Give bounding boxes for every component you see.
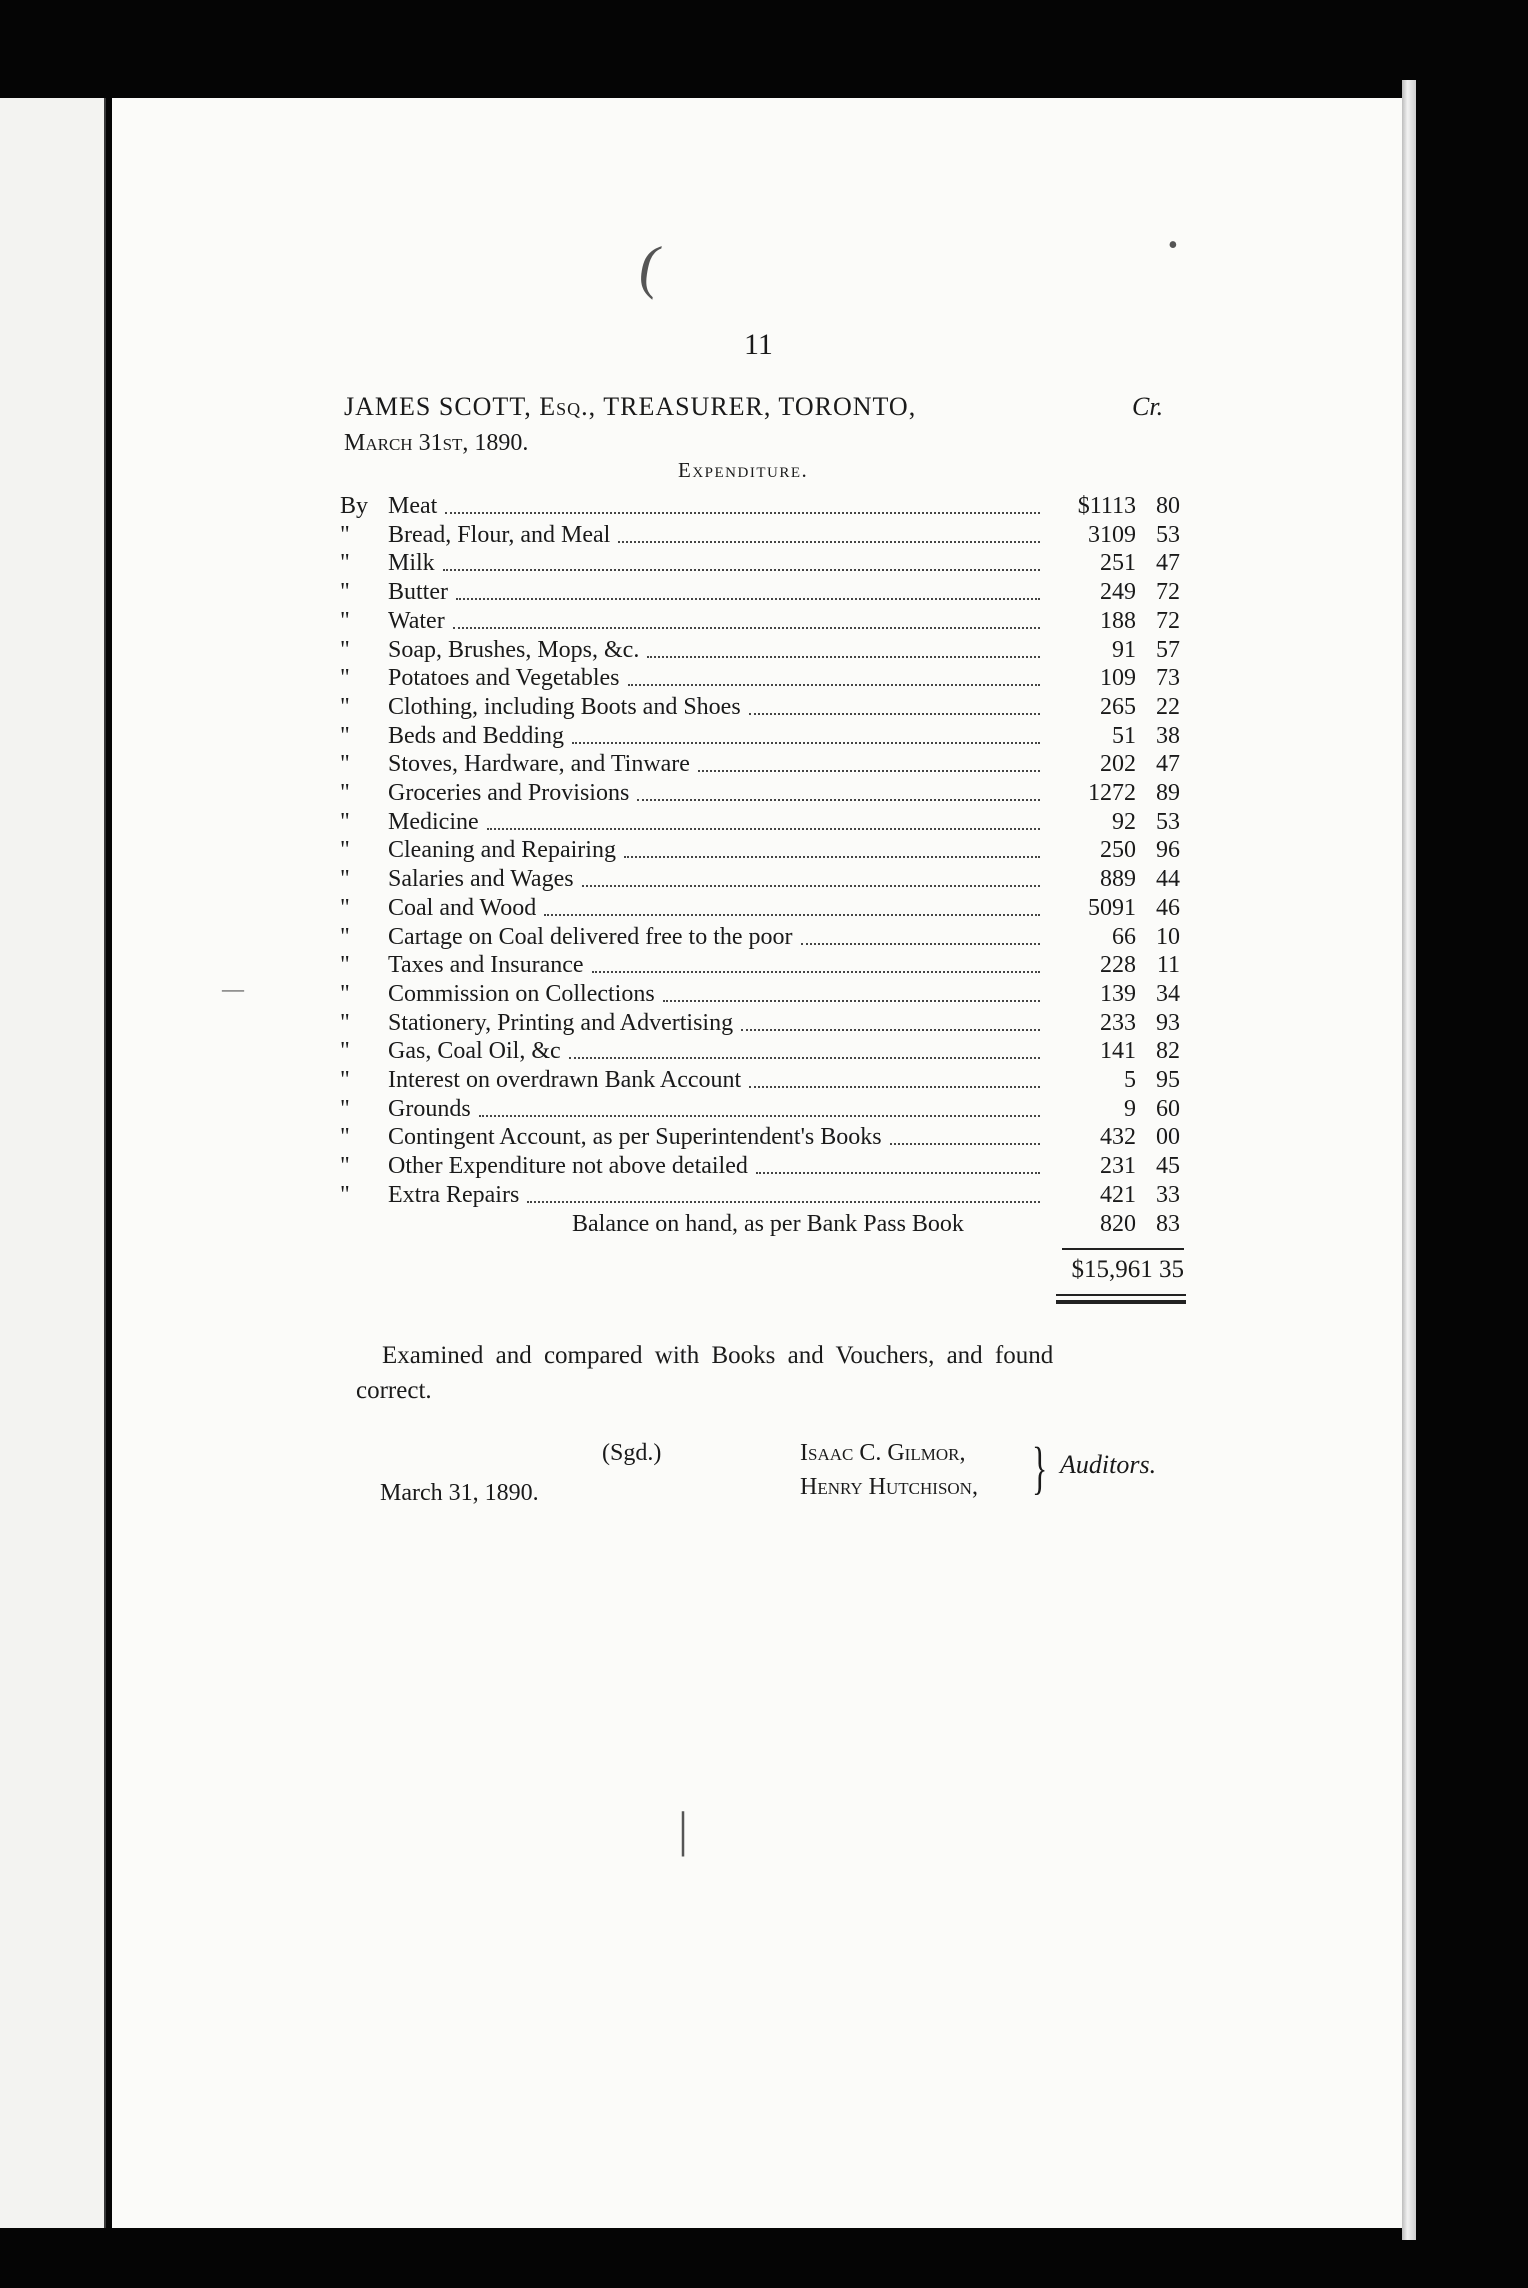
row-dollars: 265 bbox=[1100, 693, 1136, 720]
row-item: Gas, Coal Oil, &c bbox=[388, 1038, 561, 1065]
treasurer-name: JAMES SCOTT, bbox=[344, 392, 532, 421]
certification-line-2: correct. bbox=[356, 1377, 432, 1404]
row-cents: 00 bbox=[1156, 1124, 1180, 1151]
row-prefix: " bbox=[340, 521, 350, 548]
row-prefix: " bbox=[340, 550, 350, 577]
treasurer-esq: Esq., bbox=[539, 392, 597, 421]
row-dollars: 92 bbox=[1112, 808, 1136, 835]
row-item: Salaries and Wages bbox=[388, 866, 574, 893]
row-cents: 45 bbox=[1156, 1153, 1180, 1180]
treasurer-heading bbox=[344, 392, 916, 422]
auditors-label: Auditors. bbox=[1060, 1450, 1157, 1479]
auditor-name-2: Henry Hutchison, bbox=[800, 1474, 978, 1500]
credit-label: Cr. bbox=[1132, 392, 1164, 421]
row-item: Commission on Collections bbox=[388, 980, 655, 1007]
auditor-brace: } bbox=[1032, 1435, 1048, 1500]
total-rule-top bbox=[1062, 1248, 1184, 1250]
row-prefix: " bbox=[340, 1124, 350, 1151]
row-dollars: 228 bbox=[1100, 952, 1136, 979]
row-item: Clothing, including Boots and Shoes bbox=[388, 693, 741, 720]
section-title: Expenditure. bbox=[678, 458, 809, 482]
row-cents: 57 bbox=[1156, 636, 1180, 663]
row-dollars: 3109 bbox=[1088, 521, 1136, 548]
row-dollars: 1272 bbox=[1088, 780, 1136, 806]
row-cents: 73 bbox=[1156, 665, 1180, 692]
row-dollars: 66 bbox=[1112, 923, 1136, 950]
row-dollars: 432 bbox=[1100, 1124, 1136, 1151]
row-cents: 22 bbox=[1156, 693, 1180, 720]
row-prefix: " bbox=[340, 780, 350, 806]
audit-date: March 31, 1890. bbox=[380, 1480, 539, 1506]
statement-date: March 31st, 1890. bbox=[344, 430, 529, 456]
ledger-total: $15,961 35 bbox=[1071, 1256, 1184, 1283]
row-prefix: " bbox=[340, 693, 350, 720]
row-cents: 53 bbox=[1156, 521, 1180, 548]
auditor-name-1: Isaac C. Gilmor, bbox=[800, 1440, 966, 1466]
row-cents: 95 bbox=[1156, 1067, 1180, 1093]
row-item: Coal and Wood bbox=[388, 894, 537, 921]
row-prefix: " bbox=[340, 923, 350, 950]
row-dollars: 188 bbox=[1100, 607, 1136, 634]
balance-label: Balance on hand, as per Bank Pass Book bbox=[572, 1210, 964, 1237]
row-dollars: 9 bbox=[1124, 1095, 1136, 1122]
row-cents: 82 bbox=[1156, 1038, 1180, 1065]
row-cents: 44 bbox=[1156, 866, 1180, 893]
ink-speck: • bbox=[1168, 230, 1178, 261]
row-dollars: 109 bbox=[1100, 665, 1136, 692]
row-cents: 72 bbox=[1156, 579, 1180, 606]
row-cents: 80 bbox=[1156, 493, 1180, 519]
row-item: Water bbox=[388, 607, 445, 634]
row-dollars: 231 bbox=[1100, 1153, 1136, 1180]
row-prefix: " bbox=[340, 665, 350, 692]
row-prefix: " bbox=[340, 1095, 350, 1122]
row-prefix: " bbox=[340, 894, 350, 921]
row-prefix: " bbox=[340, 579, 350, 606]
row-item: Taxes and Insurance bbox=[388, 952, 584, 979]
page-edge-shadow bbox=[1402, 80, 1416, 2240]
row-dollars: 233 bbox=[1100, 1009, 1136, 1036]
row-prefix: " bbox=[340, 1181, 350, 1208]
row-item: Soap, Brushes, Mops, &c. bbox=[388, 636, 640, 663]
row-prefix: " bbox=[340, 1153, 350, 1180]
balance-cents: 83 bbox=[1156, 1210, 1180, 1237]
row-cents: 33 bbox=[1156, 1181, 1180, 1208]
row-item: Potatoes and Vegetables bbox=[388, 665, 620, 692]
row-item: Groceries and Provisions bbox=[388, 780, 630, 806]
row-prefix: " bbox=[340, 722, 350, 749]
row-item: Beds and Bedding bbox=[388, 722, 564, 749]
row-cents: 96 bbox=[1156, 837, 1180, 864]
row-prefix: " bbox=[340, 837, 350, 864]
row-cents: 47 bbox=[1156, 751, 1180, 778]
margin-tick-mark: — bbox=[222, 976, 244, 1001]
row-cents: 93 bbox=[1156, 1009, 1180, 1036]
row-dollars: 251 bbox=[1100, 550, 1136, 577]
row-cents: 89 bbox=[1156, 780, 1180, 806]
row-dollars: 249 bbox=[1100, 579, 1136, 606]
row-item: Stationery, Printing and Advertising bbox=[388, 1009, 734, 1036]
row-cents: 53 bbox=[1156, 808, 1180, 835]
row-item: Cartage on Coal delivered free to the poor bbox=[388, 923, 793, 950]
row-prefix: " bbox=[340, 607, 350, 634]
row-cents: 34 bbox=[1156, 980, 1180, 1007]
row-prefix: " bbox=[340, 866, 350, 893]
row-item: Other Expenditure not above detailed bbox=[388, 1153, 748, 1180]
row-cents: 38 bbox=[1156, 722, 1180, 749]
row-cents: 72 bbox=[1156, 607, 1180, 634]
signed-note: (Sgd.) bbox=[602, 1440, 662, 1466]
row-item: Meat bbox=[388, 493, 438, 519]
row-item: Extra Repairs bbox=[388, 1181, 520, 1208]
pencil-stroke: | bbox=[678, 1801, 689, 1857]
row-item: Interest on overdrawn Bank Account bbox=[388, 1067, 742, 1093]
row-cents: 11 bbox=[1156, 952, 1180, 979]
row-dollars: 51 bbox=[1112, 722, 1136, 749]
row-prefix: " bbox=[340, 1067, 350, 1093]
row-item: Milk bbox=[388, 550, 435, 577]
row-item: Cleaning and Repairing bbox=[388, 837, 616, 864]
total-rule-bottom-1 bbox=[1056, 1294, 1186, 1296]
total-rule-bottom-2 bbox=[1056, 1300, 1186, 1304]
pencil-mark: ( bbox=[634, 231, 666, 301]
row-dollars: $1113 bbox=[1077, 493, 1136, 519]
row-prefix: " bbox=[340, 636, 350, 663]
row-item: Medicine bbox=[388, 808, 479, 835]
page-number: 11 bbox=[744, 328, 773, 361]
row-item: Bread, Flour, and Meal bbox=[388, 521, 611, 548]
row-prefix: " bbox=[340, 980, 350, 1007]
row-prefix: " bbox=[340, 952, 350, 979]
balance-dollars: 820 bbox=[1100, 1210, 1136, 1237]
row-prefix: " bbox=[340, 751, 350, 778]
treasurer-title: TREASURER, TORONTO, bbox=[603, 392, 917, 421]
row-dollars: 889 bbox=[1100, 866, 1136, 893]
row-cents: 60 bbox=[1156, 1095, 1180, 1122]
row-dollars: 91 bbox=[1112, 636, 1136, 663]
row-cents: 10 bbox=[1156, 923, 1180, 950]
facing-page-edge bbox=[0, 98, 106, 2228]
row-prefix: " bbox=[340, 808, 350, 835]
row-dollars: 250 bbox=[1100, 837, 1136, 864]
certification-line-1: Examined and compared with Books and Vouchers, and found bbox=[382, 1342, 1054, 1369]
row-dollars: 141 bbox=[1100, 1038, 1136, 1065]
row-cents: 46 bbox=[1156, 894, 1180, 921]
row-dollars: 421 bbox=[1100, 1181, 1136, 1208]
row-prefix: By bbox=[340, 493, 369, 519]
row-dollars: 5091 bbox=[1088, 894, 1136, 921]
row-dollars: 202 bbox=[1100, 751, 1136, 778]
row-dollars: 139 bbox=[1100, 980, 1136, 1007]
row-item: Grounds bbox=[388, 1095, 471, 1122]
row-dollars: 5 bbox=[1124, 1067, 1136, 1093]
row-prefix: " bbox=[340, 1038, 350, 1065]
row-cents: 47 bbox=[1156, 550, 1180, 577]
row-item: Stoves, Hardware, and Tinware bbox=[388, 751, 690, 778]
row-item: Contingent Account, as per Superintendent's Books bbox=[388, 1124, 882, 1151]
row-item: Butter bbox=[388, 579, 448, 606]
row-prefix: " bbox=[340, 1009, 350, 1036]
